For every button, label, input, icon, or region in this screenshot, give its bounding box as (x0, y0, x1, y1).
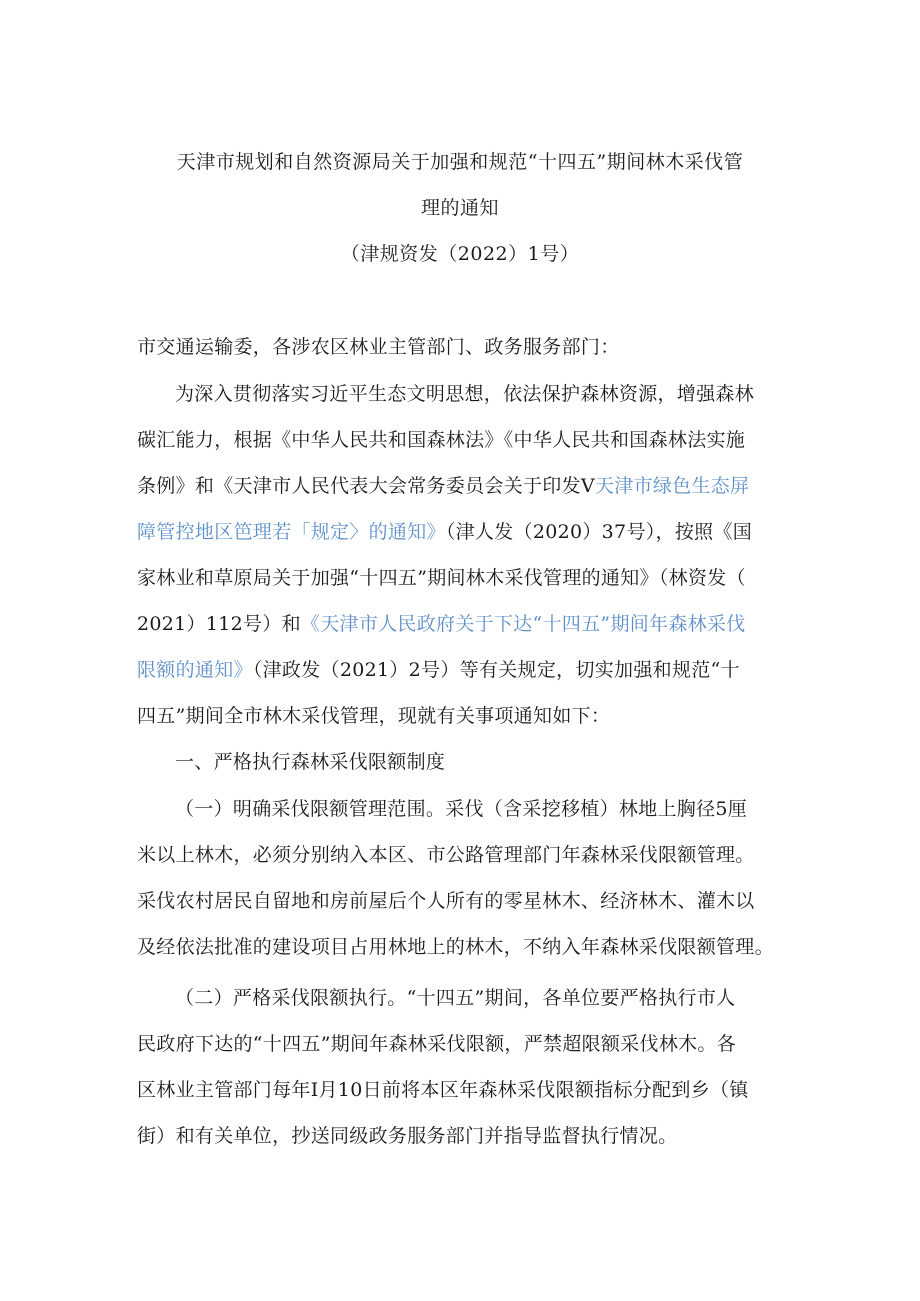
intro-line-7-text: （津政发（2021）2号）等有关规定，切实加强和规范“十 (252, 659, 740, 681)
item-1-line-1: （一）明确采伐限额管理范围。采伐（含采挖移植）林地上胸径5厘 (175, 798, 748, 820)
item-2-line-3: 区林业主管部门每年Ⅰ月10日前将本区年森林采伐限额指标分配到乡（镇 (137, 1079, 749, 1101)
forest-quota-notice-link-cont[interactable]: 限额的通知》 (137, 659, 253, 681)
forest-quota-notice-link[interactable]: 《天津市人民政府关于下达“十四五”期间年森林采伐 (300, 613, 746, 635)
green-ecological-barrier-link[interactable]: 天津市绿色生态屏 (594, 475, 750, 497)
item-2-line-2: 民政府下达的“十四五”期间年森林采伐限额，严禁超限额采伐林木。各 (137, 1033, 737, 1055)
green-ecological-barrier-link-cont[interactable]: 障管控地区笆理若「规定〉的通知》 (137, 521, 446, 543)
intro-line-6-text: 2021）112号）和 (137, 613, 301, 635)
document-title-line-1: 天津市规划和自然资源局关于加强和规范“十四五”期间林木采伐管 (176, 151, 744, 173)
intro-line-8: 四五”期间全市林木采伐管理，现就有关事项通知如下： (137, 705, 611, 727)
item-1-line-2: 米以上林木，必须分别纳入本区、市公路管理部门年森林采伐限额管理。 (137, 844, 755, 866)
item-2-line-4: 街）和有关单位，抄送同级政务服务部门并指导监督执行情况。 (137, 1125, 678, 1147)
section-1-heading: 一、严格执行森林采伐限额制度 (175, 751, 446, 773)
intro-line-6 (137, 612, 746, 636)
document-number: （津规资发（2022）1号） (340, 243, 580, 265)
intro-line-5: 家林业和草原局关于加强“十四五”期间林木采伐管理的通知》（林资发（ (137, 567, 746, 589)
addressee: 市交通运输委，各涉农区林业主管部门、政务服务部门： (137, 336, 620, 358)
intro-line-2: 碳汇能力，根据《中华人民共和国森林法》《中华人民共和国森林法实施 (137, 429, 746, 451)
intro-line-3-text: 条例》和《天津市人民代表大会常务委员会关于印发Ⅴ (137, 475, 595, 497)
intro-line-3 (137, 474, 749, 498)
intro-line-4-text: （津人发（2020）37号），按照《国 (445, 521, 753, 543)
item-1-line-4: 及经依法批准的建设项目占用林地上的林木，不纳入年森林采伐限额管理。 (137, 936, 774, 958)
intro-line-1: 为深入贯彻落实习近平生态文明思想，依法保护森林资源，增强森林 (175, 383, 755, 405)
item-2-line-1: （二）严格采伐限额执行。“十四五”期间，各单位要严格执行市人 (175, 987, 736, 1009)
item-1-line-3: 采伐农村居民自留地和房前屋后个人所有的零星林木、经济林木、灌木以 (137, 890, 755, 912)
document-title-line-2: 理的通知 (420, 197, 499, 219)
intro-line-4 (137, 520, 752, 544)
intro-line-7 (137, 658, 740, 682)
